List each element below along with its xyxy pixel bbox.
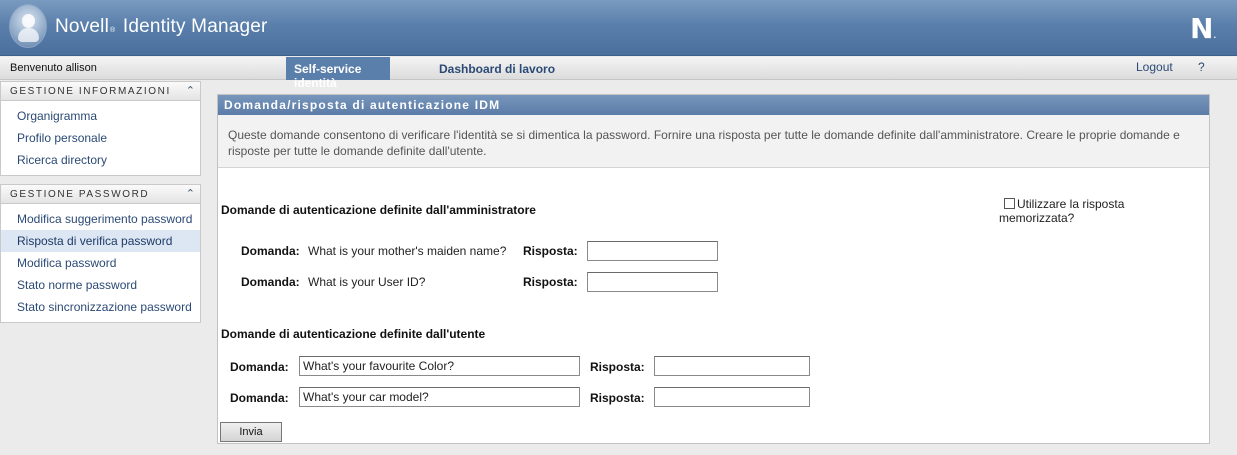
sidebar-item-stato-sincronizzazione[interactable]: Stato sincronizzazione password [17,300,192,314]
question-label: Domanda: [241,275,300,289]
sidebar-item-ricerca-directory[interactable]: Ricerca directory [17,153,108,167]
admin-question-2-text: What is your User ID? [308,275,426,289]
help-link[interactable]: ? [1198,60,1205,74]
user-answer-2-input[interactable] [654,387,810,407]
user-silhouette-logo-icon [9,4,47,48]
double-chevron-up-icon[interactable]: ⌃ [185,85,195,97]
registered-mark: ® [110,27,116,34]
sidebar [0,81,201,323]
user-answer-1-input[interactable] [654,356,810,376]
submit-button[interactable]: Invia [220,422,282,442]
user-question-1-input[interactable] [299,356,580,376]
question-label: Domanda: [230,360,289,374]
answer-label: Risposta: [523,244,578,258]
sidebar-section-title: GESTIONE INFORMAZIONI [10,86,171,97]
logout-link[interactable]: Logout [1136,60,1173,74]
sidebar-item-profilo-personale[interactable]: Profilo personale [17,131,108,145]
sidebar-section-title: GESTIONE PASSWORD [10,189,150,200]
app-title [55,16,268,38]
answer-label: Risposta: [590,360,645,374]
tab-self-service-identity[interactable]: Self-service identità [286,57,390,80]
answer-label: Risposta: [523,275,578,289]
user-questions-heading: Domande di autenticazione definite dall'utente [221,327,486,341]
remember-answer-label: Utilizzare la risposta memorizzata? [999,197,1125,225]
novell-n-logo-icon: N. [1190,12,1217,45]
admin-questions-heading: Domande di autenticazione definite dall'amministratore [221,203,536,217]
admin-question-1-text: What is your mother's maiden name? [308,244,507,258]
brand-name: Novell [55,16,109,37]
sidebar-section-header-info[interactable] [0,81,201,101]
app-header [0,0,1237,56]
panel-title: Domanda/risposta di autenticazione IDM [218,95,1209,115]
question-label: Domanda: [241,244,300,258]
welcome-text: Benvenuto allison [10,62,97,74]
admin-answer-2-input[interactable] [587,272,718,292]
answer-label: Risposta: [590,391,645,405]
panel-description: Queste domande consentono di verificare l'identità se si dimentica la password. Fornire una risposta per tutte le domande definite dall'amministratore. Creare le proprie domande e risposte per tutte le domande definite dall'utente. [218,115,1209,168]
user-question-2-input[interactable] [299,387,580,407]
admin-answer-1-input[interactable] [587,241,718,261]
sidebar-section-header-password[interactable] [0,184,201,204]
sidebar-item-risposta-verifica[interactable]: Risposta di verifica password [1,230,200,252]
sidebar-section-password [0,204,201,323]
challenge-response-panel [217,94,1210,444]
sidebar-item-modifica-password[interactable]: Modifica password [17,256,117,270]
top-navigation-bar [0,57,1237,90]
sidebar-item-stato-norme[interactable]: Stato norme password [17,278,138,292]
question-label: Domanda: [230,391,289,405]
sidebar-item-organigramma[interactable]: Organigramma [17,109,98,123]
product-name: Identity Manager [122,16,268,37]
tab-work-dashboard[interactable]: Dashboard di lavoro [439,62,556,76]
sidebar-item-modifica-suggerimento[interactable]: Modifica suggerimento password [17,212,193,226]
sidebar-section-info [0,101,201,176]
double-chevron-up-icon[interactable]: ⌃ [185,188,195,200]
